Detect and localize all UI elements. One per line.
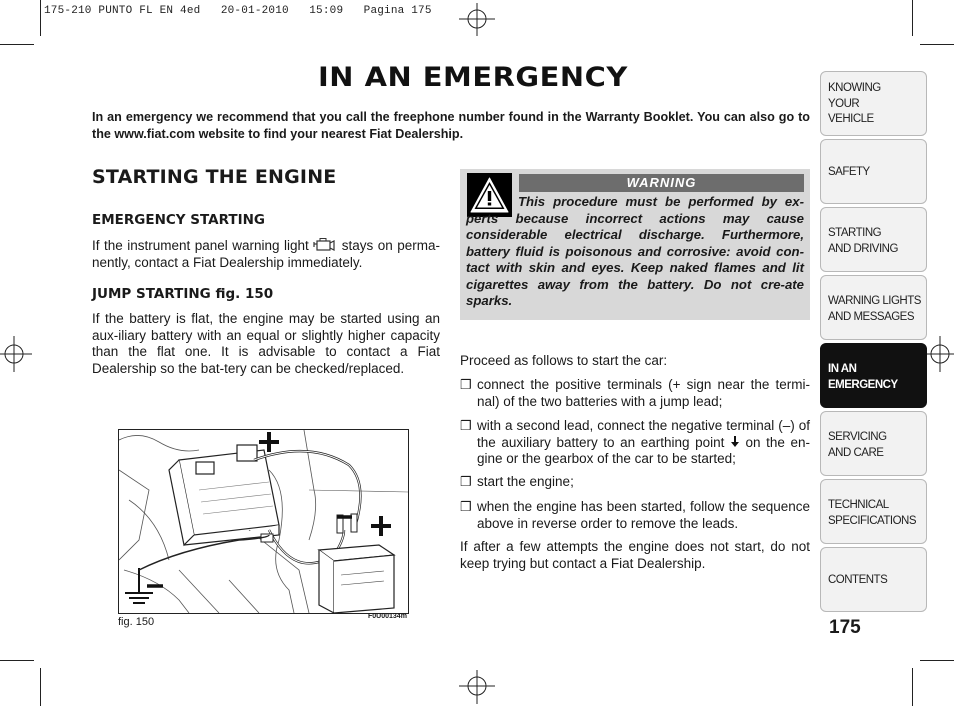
side-tab-label: STARTING AND DRIVING — [828, 227, 898, 255]
crop-mark — [912, 0, 913, 36]
checkbox-bullet-icon: ❒ — [460, 377, 472, 392]
checkbox-bullet-icon: ❒ — [460, 418, 472, 433]
crop-mark — [912, 668, 913, 706]
crop-mark — [920, 660, 954, 661]
side-tab-label: SERVICING AND CARE — [828, 431, 887, 459]
side-tab-label: WARNING LIGHTS AND MESSAGES — [828, 295, 921, 323]
side-tab-label: KNOWING YOUR VEHICLE — [828, 82, 881, 125]
side-tab-label: SAFETY — [828, 166, 870, 178]
registration-mark-bottom — [456, 668, 498, 706]
section-title: STARTING THE ENGINE — [92, 166, 337, 188]
emergency-text-after: stays on perma-nently, contact a Fiat Dealership immediately. — [92, 238, 440, 270]
emergency-starting-heading: EMERGENCY STARTING — [92, 212, 265, 228]
side-tab-label: IN AN EMERGENCY — [828, 363, 898, 391]
emergency-text-before: If the instrument panel warning light — [92, 238, 309, 253]
registration-mark-left — [0, 334, 34, 374]
crop-mark — [40, 668, 41, 706]
warning-text: This procedure must be performed by ex-perts because incorrect actions may cause considerable electrical discharge. Furthermore, battery fluid is poisonous and corrosive: avoid con-tact with skin and eyes. Keep naked flames and lit cigarettes away from the battery. Do not cre-ate sparks. — [466, 194, 804, 308]
step-text-continued: on the en-gine or the gearbox of the car to be started; — [477, 434, 810, 466]
crop-mark — [920, 44, 954, 45]
step-text: when the engine has been started, follow the sequence above in reverse order to remove the leads. — [477, 499, 810, 531]
side-tab-technical-specifications[interactable] — [820, 479, 927, 544]
side-tab-in-an-emergency[interactable] — [820, 343, 927, 408]
side-tab-label: TECHNICAL SPECIFICATIONS — [828, 499, 916, 527]
earth-arrow-icon — [730, 436, 740, 448]
registration-mark-top — [456, 0, 498, 38]
figure-code: F0U00134m — [368, 613, 407, 620]
step-text: with a second lead, connect the negative terminal (–) of the auxiliary battery to an earthing point — [477, 418, 810, 450]
side-tab-knowing-your-vehicle[interactable] — [820, 71, 927, 136]
procedure-step — [460, 499, 810, 532]
procedure-step — [460, 418, 810, 468]
procedure-closing: If after a few attempts the engine does not start, do not keep trying but contact a Fiat Dealership. — [460, 539, 810, 571]
jump-starting-text: If the battery is flat, the engine may be started using an aux-iliary battery with an equal or slightly higher capacity than the flat one. It is advisable to contact a Fiat Dealership so the bat-tery can be checked/replaced. — [92, 311, 440, 376]
side-tab-contents[interactable] — [820, 547, 927, 612]
figure-caption: fig. 150 — [118, 616, 155, 628]
page-number: 175 — [829, 617, 861, 638]
crop-mark — [40, 0, 41, 36]
warning-box — [460, 169, 810, 320]
print-header: 175-210 PUNTO FL EN 4ed 20-01-2010 15:09 Pagina 175 — [44, 5, 432, 17]
procedure-step — [460, 474, 810, 491]
emergency-starting-text — [92, 238, 440, 271]
side-tab-safety[interactable] — [820, 139, 927, 204]
step-text: start the engine; — [477, 474, 574, 489]
side-tab-servicing-and-care[interactable] — [820, 411, 927, 476]
checkbox-bullet-icon: ❒ — [460, 474, 472, 489]
engine-failure-warning-icon — [313, 238, 337, 252]
procedure-intro: Proceed as follows to start the car: — [460, 353, 668, 368]
checkbox-bullet-icon: ❒ — [460, 499, 472, 514]
intro-paragraph: In an emergency we recommend that you call the freephone number found in the Warranty Booklet. You can also go to the www.fiat.com website to find your nearest Fiat Dealership. — [92, 110, 810, 141]
side-tab-warning-lights[interactable] — [820, 275, 927, 340]
jump-start-illustration — [119, 430, 408, 613]
crop-mark — [0, 660, 34, 661]
crop-mark — [0, 44, 34, 45]
procedure-step — [460, 377, 810, 410]
side-tab-label: CONTENTS — [828, 574, 888, 586]
step-text: connect the positive terminals (+ sign near the termi-nal) of the two batteries with a jump lead; — [477, 377, 810, 409]
warning-label: WARNING — [519, 174, 804, 192]
page-title: IN AN EMERGENCY — [318, 62, 628, 93]
jump-start-figure — [118, 429, 409, 614]
side-tab-starting-and-driving[interactable] — [820, 207, 927, 272]
jump-starting-heading: JUMP STARTING fig. 150 — [92, 286, 274, 302]
